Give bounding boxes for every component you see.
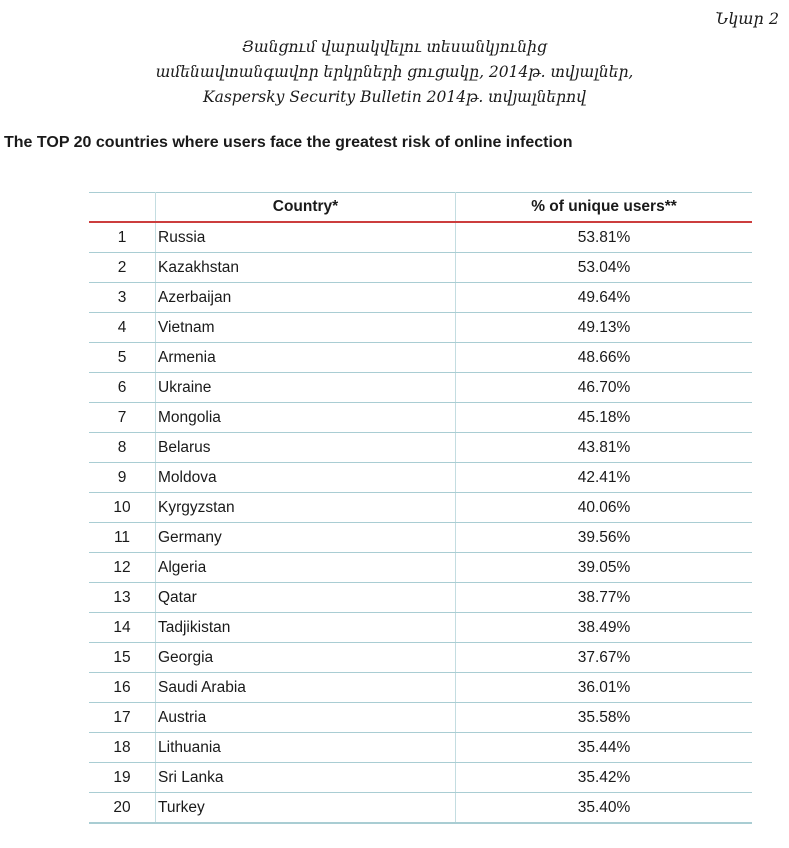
- caption-line: Kaspersky Security Bulletin 2014թ. տվյալներով: [203, 88, 586, 106]
- rank-cell: 3: [89, 283, 156, 313]
- country-cell: Moldova: [156, 463, 456, 493]
- percent-cell: 38.77%: [456, 583, 753, 613]
- rank-cell: 7: [89, 403, 156, 433]
- rank-cell: 6: [89, 373, 156, 403]
- percent-cell: 35.58%: [456, 703, 753, 733]
- table-row: [89, 253, 752, 283]
- country-cell: Tadjikistan: [156, 613, 456, 643]
- rank-cell: 13: [89, 583, 156, 613]
- country-cell: Kazakhstan: [156, 253, 456, 283]
- caption-line: ամենավտանգավոր երկրների ցուցակը, 2014թ. տվյալներ,: [155, 63, 634, 81]
- table-row: [89, 373, 752, 403]
- table-row: [89, 523, 752, 553]
- percent-cell: 38.49%: [456, 613, 753, 643]
- table-row: [89, 553, 752, 583]
- percent-cell: 48.66%: [456, 343, 753, 373]
- countries-table: [89, 192, 752, 824]
- percent-cell: 39.05%: [456, 553, 753, 583]
- percent-cell: 49.13%: [456, 313, 753, 343]
- percent-cell: 35.44%: [456, 733, 753, 763]
- percent-cell: 53.81%: [456, 222, 753, 253]
- percent-cell: 43.81%: [456, 433, 753, 463]
- country-cell: Russia: [156, 222, 456, 253]
- table-row: [89, 733, 752, 763]
- table-row: [89, 583, 752, 613]
- percent-cell: 53.04%: [456, 253, 753, 283]
- table-row: [89, 763, 752, 793]
- table-title: The TOP 20 countries where users face the greatest risk of online infection: [4, 134, 573, 151]
- rank-cell: 20: [89, 793, 156, 824]
- rank-cell: 5: [89, 343, 156, 373]
- rank-cell: 15: [89, 643, 156, 673]
- country-cell: Lithuania: [156, 733, 456, 763]
- table-row: [89, 703, 752, 733]
- table-row: [89, 313, 752, 343]
- rank-cell: 17: [89, 703, 156, 733]
- table-row: [89, 643, 752, 673]
- country-cell: Kyrgyzstan: [156, 493, 456, 523]
- rank-cell: 16: [89, 673, 156, 703]
- percent-cell: 40.06%: [456, 493, 753, 523]
- rank-cell: 8: [89, 433, 156, 463]
- caption-line: Յանցում վարակվելու տեսանկյունից: [242, 38, 547, 56]
- percent-cell: 42.41%: [456, 463, 753, 493]
- rank-cell: 4: [89, 313, 156, 343]
- percent-column-header: % of unique users**: [456, 193, 753, 223]
- table-row: [89, 433, 752, 463]
- percent-cell: 35.40%: [456, 793, 753, 824]
- rank-column-header: [89, 193, 156, 223]
- rank-cell: 10: [89, 493, 156, 523]
- percent-cell: 37.67%: [456, 643, 753, 673]
- rank-cell: 19: [89, 763, 156, 793]
- rank-cell: 9: [89, 463, 156, 493]
- percent-cell: 39.56%: [456, 523, 753, 553]
- country-cell: Ukraine: [156, 373, 456, 403]
- percent-cell: 46.70%: [456, 373, 753, 403]
- rank-cell: 18: [89, 733, 156, 763]
- country-cell: Turkey: [156, 793, 456, 824]
- country-cell: Azerbaijan: [156, 283, 456, 313]
- country-column-header: Country*: [156, 193, 456, 223]
- table-row: [89, 222, 752, 253]
- table-row: [89, 793, 752, 824]
- percent-cell: 35.42%: [456, 763, 753, 793]
- rank-cell: 1: [89, 222, 156, 253]
- country-cell: Georgia: [156, 643, 456, 673]
- country-cell: Belarus: [156, 433, 456, 463]
- country-cell: Germany: [156, 523, 456, 553]
- table-row: [89, 283, 752, 313]
- country-cell: Vietnam: [156, 313, 456, 343]
- country-cell: Saudi Arabia: [156, 673, 456, 703]
- percent-cell: 49.64%: [456, 283, 753, 313]
- table-row: [89, 673, 752, 703]
- figure-caption: [0, 35, 789, 110]
- rank-cell: 14: [89, 613, 156, 643]
- table-header-row: [89, 193, 752, 223]
- figure-label: Նկար 2: [715, 9, 779, 28]
- country-cell: Armenia: [156, 343, 456, 373]
- table-row: [89, 463, 752, 493]
- rank-cell: 11: [89, 523, 156, 553]
- country-cell: Austria: [156, 703, 456, 733]
- percent-cell: 36.01%: [456, 673, 753, 703]
- country-cell: Mongolia: [156, 403, 456, 433]
- table-row: [89, 343, 752, 373]
- percent-cell: 45.18%: [456, 403, 753, 433]
- country-cell: Qatar: [156, 583, 456, 613]
- table-row: [89, 613, 752, 643]
- table-row: [89, 403, 752, 433]
- country-cell: Algeria: [156, 553, 456, 583]
- table-row: [89, 493, 752, 523]
- rank-cell: 2: [89, 253, 156, 283]
- country-cell: Sri Lanka: [156, 763, 456, 793]
- rank-cell: 12: [89, 553, 156, 583]
